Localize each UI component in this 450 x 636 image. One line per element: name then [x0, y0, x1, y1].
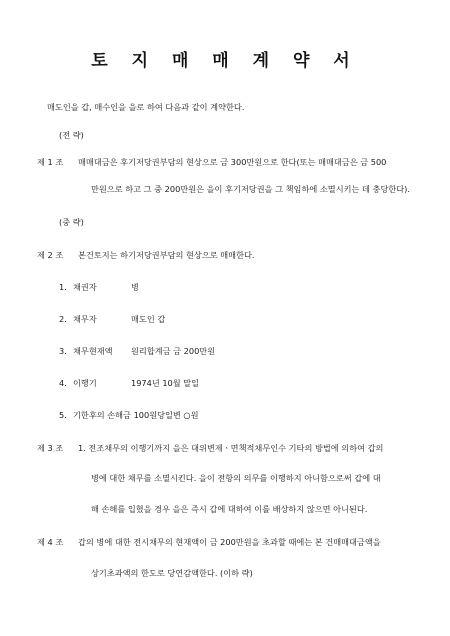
article3-line2: 병에 대한 채무를 소멸시킨다. 을이 전항의 의무를 이행하지 아니함으로써 갑에 대 — [91, 473, 381, 483]
item-value: 병 — [131, 282, 139, 292]
item-key: 채무자 — [73, 314, 97, 324]
article1-line2: 만원으로 하고 그 중 200만원은 을이 후기저당권을 그 책임하에 소멸시키는 데 충당한다). — [91, 184, 410, 194]
article3-line1: 1. 전조채무의 이행기까지 을은 대위변제ㆍ면책적채무인수 기타의 방법에 의하여 갑의 — [78, 443, 384, 453]
item-key: 채권자 — [73, 282, 97, 292]
article4-label: 제 4 조 — [37, 537, 64, 547]
item-value: 매도인 갑 — [131, 314, 166, 324]
item-number: 4. — [59, 378, 67, 388]
item-number: 2. — [59, 314, 67, 324]
item-key: 이행기 — [73, 378, 97, 388]
article4-line1: 갑의 병에 대한 전시채무의 현재액이 금 200만원을 초과할 때에는 본 건매매대금액을 — [78, 537, 381, 547]
omission-middle: (중 략) — [59, 217, 84, 227]
item-key: 채무현재액 — [73, 346, 113, 356]
article3-label: 제 3 조 — [37, 443, 64, 453]
item-value: 원리합계금 금 200만원 — [131, 346, 216, 356]
article2-label: 제 2 조 — [37, 250, 64, 260]
item-value: 1974년 10월 말일 — [131, 378, 200, 388]
omission-front: (전 략) — [59, 130, 84, 140]
article1-line1: 매매대금은 후기저당권부담의 현상으로 금 300만원으로 한다(또는 매매대금은 금 500 — [78, 157, 387, 167]
item-number: 3. — [59, 346, 67, 356]
item-number: 5. — [59, 410, 67, 420]
article4-line2: 상기초과액의 한도로 당연감액한다. (이하 략) — [91, 568, 253, 578]
document-title: 토 지 매 매 계 약 서 — [91, 51, 359, 71]
item-key: 기한후의 손해금 100원당일변 ○원 — [73, 410, 199, 420]
article1-label: 제 1 조 — [37, 157, 64, 167]
article2-text: 본건토지는 하기저당권부담의 현상으로 매매한다. — [78, 250, 255, 260]
intro-text: 매도인을 갑, 매수인을 을로 하여 다음과 같이 계약한다. — [47, 102, 245, 112]
item-number: 1. — [59, 282, 67, 292]
article3-line3: 해 손해를 입혔을 경우 을은 즉시 갑에 대하여 이를 배상하지 않으면 아니된다. — [91, 504, 368, 514]
